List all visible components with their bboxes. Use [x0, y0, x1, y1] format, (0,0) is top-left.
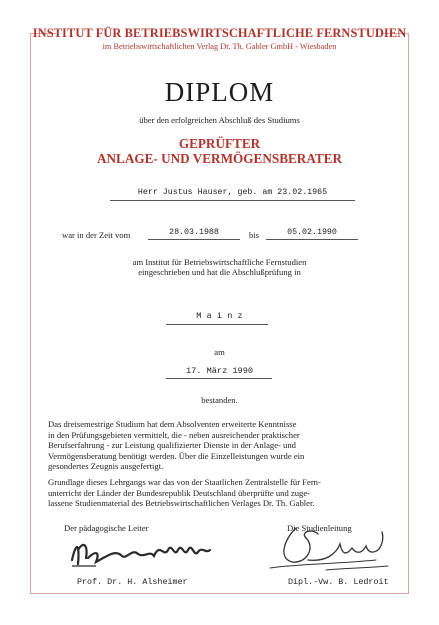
period-from-underline	[148, 239, 240, 240]
signature-left-name: Prof. Dr. H. Alsheimer	[77, 577, 188, 587]
body-paragraph-1	[48, 419, 358, 472]
period-bis-label: bis	[249, 230, 260, 240]
publisher-line: im Betriebswirtschaftlichen Verlag Dr. Th. Gabler GmbH - Wiesbaden	[102, 42, 337, 51]
diploma-title: DIPLOM	[164, 77, 275, 107]
degree-line-2: ANLAGE- UND VERMÖGENSBERATER	[97, 151, 342, 166]
signature-right-name: Dipl.-Vw. B. Ledroit	[288, 577, 389, 587]
period-prefix: war in der Zeit vom	[62, 230, 131, 240]
frame-bottom-line	[30, 593, 409, 594]
exam-date-label: am	[214, 347, 225, 357]
exam-city-underline	[166, 324, 268, 325]
period-to-underline	[266, 239, 358, 240]
exam-passed: bestanden.	[201, 395, 238, 405]
paragraph-2-line: lassene Studienmaterial des Betriebswirtschaftlichen Verlages Dr. Th. Gabler.	[48, 498, 315, 509]
candidate-name: Herr Justus Hauser, geb. am 23.02.1965	[137, 188, 328, 197]
paragraph-2-line: unterricht der Länder der Bundesrepublik Deutschland überprüfte und zuge-	[48, 487, 311, 498]
diploma-subtitle: über den erfolgreichen Abschluß des Studiums	[139, 115, 300, 125]
paragraph-2-line: Grundlage dieses Lehrgangs war das von der Staatlichen Zentralstelle für Fern-	[48, 477, 321, 487]
enrollment-line-1: am Institut für Betriebswirtschaftliche Fernstudien	[132, 257, 307, 267]
period-from-date: 28.03.1988	[169, 228, 219, 237]
exam-date: 17. März 1990	[185, 366, 254, 376]
signature-right-handwriting	[266, 524, 396, 579]
signature-right-role: Die Studienleitung	[287, 523, 352, 533]
paragraph-1-line: gesondertes Zeugnis ausgefertigt.	[48, 461, 164, 472]
body-paragraph-2	[48, 477, 358, 509]
exam-city: M a i n z	[196, 311, 243, 321]
paragraph-1-line: Berufserfahrung - zur Leistung qualifizierter Dienste in der Anlage- und	[48, 440, 296, 451]
institute-name: INSTITUT FÜR BETRIEBSWIRTSCHAFTLICHE FERNSTUDIEN	[32, 26, 407, 40]
paragraph-1-line: in den Prüfungsgebieten vermittelt, die - neben ausreichender praktischer	[48, 429, 300, 440]
candidate-underline	[110, 200, 355, 201]
period-to-date: 05.02.1990	[287, 228, 337, 237]
degree-line-1: GEPRÜFTER	[178, 136, 261, 151]
enrollment-line-2: eingeschrieben und hat die Abschlußprüfung in	[138, 267, 301, 277]
signature-left-handwriting	[66, 528, 216, 578]
signature-left-role: Der pädagogische Leiter	[64, 523, 149, 533]
paragraph-1-line: Das dreisemestrige Studium hat dem Absolventen erweiterte Kenntnisse	[48, 419, 297, 429]
paragraph-1-line: Vermögensberatung benötigt werden. Über die Einzelleistungen wurde ein	[48, 450, 305, 461]
exam-date-underline	[166, 378, 272, 379]
